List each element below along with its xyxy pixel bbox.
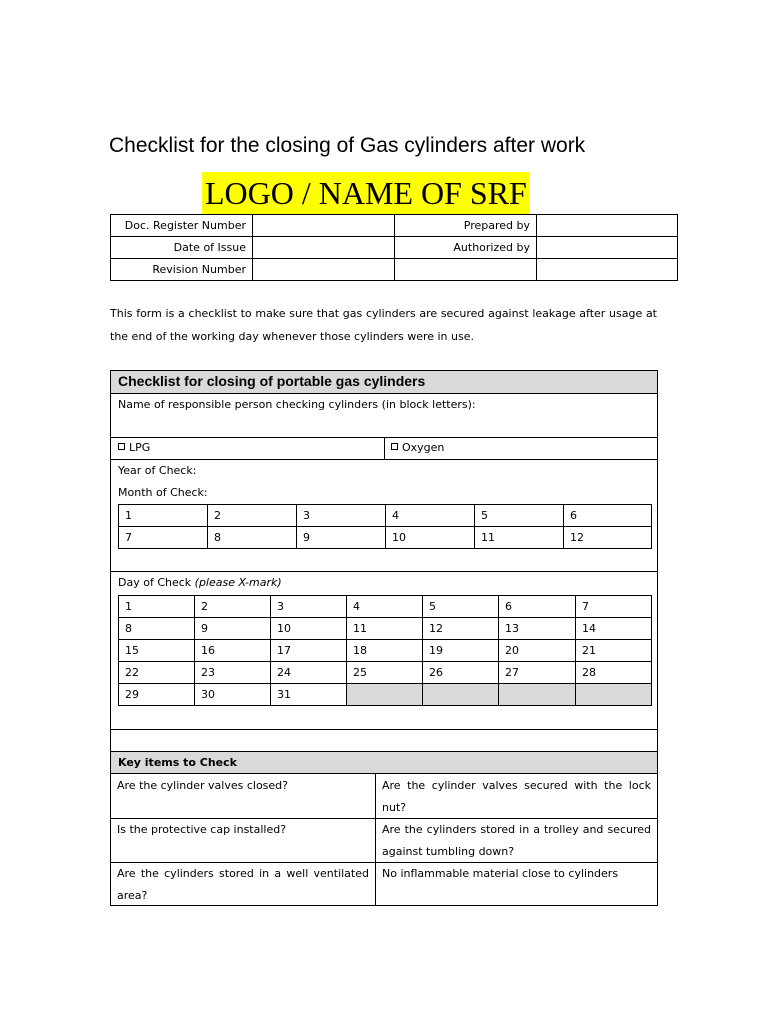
day-row xyxy=(119,618,652,640)
meta-right-value-cell[interactable] xyxy=(537,259,678,281)
meta-value-cell[interactable] xyxy=(253,237,395,259)
divider xyxy=(384,437,385,459)
meta-row xyxy=(111,237,678,259)
day-cell[interactable]: 10 xyxy=(271,618,347,640)
day-cell[interactable]: 24 xyxy=(271,662,347,684)
day-row xyxy=(119,596,652,618)
day-grid xyxy=(118,595,652,706)
day-row xyxy=(119,684,652,706)
day-cell[interactable]: 26 xyxy=(423,662,499,684)
meta-row xyxy=(111,259,678,281)
month-cell[interactable]: 5 xyxy=(475,505,564,527)
meta-label: Doc. Register Number xyxy=(111,215,253,237)
day-cell[interactable]: 12 xyxy=(423,618,499,640)
divider xyxy=(375,773,376,906)
day-cell[interactable]: 20 xyxy=(499,640,576,662)
option-lpg[interactable] xyxy=(118,441,150,455)
month-cell[interactable]: 9 xyxy=(297,527,386,549)
day-cell[interactable]: 25 xyxy=(347,662,423,684)
day-cell[interactable]: 30 xyxy=(195,684,271,706)
meta-right-value-cell[interactable] xyxy=(537,215,678,237)
day-cell[interactable]: 28 xyxy=(576,662,652,684)
day-cell[interactable]: 1 xyxy=(119,596,195,618)
responsible-person-label: Name of responsible person checking cylinders (in block letters): xyxy=(118,398,476,411)
key-item: Are the cylinders stored in a trolley and secured against tumbling down? xyxy=(382,823,651,858)
day-cell[interactable]: 3 xyxy=(271,596,347,618)
day-cell-unused xyxy=(499,684,576,706)
day-cell[interactable]: 14 xyxy=(576,618,652,640)
month-row xyxy=(119,527,652,549)
day-of-check-label-text: Day of Check xyxy=(118,576,192,589)
day-row xyxy=(119,662,652,684)
month-row xyxy=(119,505,652,527)
divider xyxy=(110,571,658,572)
year-of-check-label: Year of Check: xyxy=(118,464,197,477)
day-cell[interactable]: 18 xyxy=(347,640,423,662)
day-cell[interactable]: 21 xyxy=(576,640,652,662)
day-cell[interactable]: 29 xyxy=(119,684,195,706)
meta-row xyxy=(111,215,678,237)
option-lpg-label: LPG xyxy=(129,441,151,454)
key-item: Are the cylinder valves closed? xyxy=(117,779,288,792)
key-items-header: Key items to Check xyxy=(118,756,237,769)
month-of-check-label: Month of Check: xyxy=(118,486,208,499)
checkbox-icon[interactable] xyxy=(118,443,125,450)
logo-placeholder: LOGO / NAME OF SRF xyxy=(202,172,530,214)
meta-right-label xyxy=(395,259,537,281)
option-oxygen-label: Oxygen xyxy=(402,441,445,454)
day-of-check-label xyxy=(118,576,282,590)
month-cell[interactable]: 6 xyxy=(564,505,652,527)
day-of-check-note: (please X-mark) xyxy=(194,576,282,589)
day-cell[interactable]: 16 xyxy=(195,640,271,662)
key-item: Is the protective cap installed? xyxy=(117,823,287,836)
divider xyxy=(110,393,658,394)
day-cell-unused xyxy=(423,684,499,706)
meta-right-label: Authorized by xyxy=(395,237,537,259)
day-row xyxy=(119,640,652,662)
day-cell[interactable]: 2 xyxy=(195,596,271,618)
day-cell[interactable]: 5 xyxy=(423,596,499,618)
month-cell[interactable]: 8 xyxy=(208,527,297,549)
day-cell[interactable]: 9 xyxy=(195,618,271,640)
checklist-title: Checklist for closing of portable gas cylinders xyxy=(118,373,426,389)
day-cell[interactable]: 8 xyxy=(119,618,195,640)
divider xyxy=(110,729,658,730)
key-item: Are the cylinder valves secured with the lock nut? xyxy=(382,779,651,814)
day-cell[interactable]: 7 xyxy=(576,596,652,618)
intro-paragraph: This form is a checklist to make sure that gas cylinders are secured against leakage after usage at the end of the working day whenever those cylinders were in use. xyxy=(110,307,657,343)
option-oxygen[interactable] xyxy=(391,441,444,455)
divider xyxy=(110,459,658,460)
day-cell[interactable]: 27 xyxy=(499,662,576,684)
key-item: Are the cylinders stored in a well ventilated area? xyxy=(117,867,369,902)
meta-value-cell[interactable] xyxy=(253,215,395,237)
meta-label: Revision Number xyxy=(111,259,253,281)
meta-value-cell[interactable] xyxy=(253,259,395,281)
meta-right-value-cell[interactable] xyxy=(537,237,678,259)
day-cell[interactable]: 31 xyxy=(271,684,347,706)
month-cell[interactable]: 3 xyxy=(297,505,386,527)
day-cell[interactable]: 22 xyxy=(119,662,195,684)
day-cell-unused xyxy=(576,684,652,706)
day-cell[interactable]: 17 xyxy=(271,640,347,662)
day-cell[interactable]: 6 xyxy=(499,596,576,618)
checkbox-icon[interactable] xyxy=(391,443,398,450)
month-cell[interactable]: 4 xyxy=(386,505,475,527)
meta-label: Date of Issue xyxy=(111,237,253,259)
day-cell[interactable]: 4 xyxy=(347,596,423,618)
key-item: No inflammable material close to cylinders xyxy=(382,867,619,880)
month-grid xyxy=(118,504,652,549)
day-cell[interactable]: 11 xyxy=(347,618,423,640)
day-cell[interactable]: 23 xyxy=(195,662,271,684)
month-cell[interactable]: 7 xyxy=(119,527,208,549)
month-cell[interactable]: 10 xyxy=(386,527,475,549)
day-cell-unused xyxy=(347,684,423,706)
day-cell[interactable]: 19 xyxy=(423,640,499,662)
month-cell[interactable]: 11 xyxy=(475,527,564,549)
day-cell[interactable]: 15 xyxy=(119,640,195,662)
meta-right-label: Prepared by xyxy=(395,215,537,237)
divider xyxy=(110,773,658,774)
month-cell[interactable]: 2 xyxy=(208,505,297,527)
document-meta-table xyxy=(110,214,678,281)
month-cell[interactable]: 1 xyxy=(119,505,208,527)
month-cell[interactable]: 12 xyxy=(564,527,652,549)
day-cell[interactable]: 13 xyxy=(499,618,576,640)
responsible-person-field[interactable] xyxy=(111,412,657,436)
document-title: Checklist for the closing of Gas cylinders after work xyxy=(109,134,586,157)
